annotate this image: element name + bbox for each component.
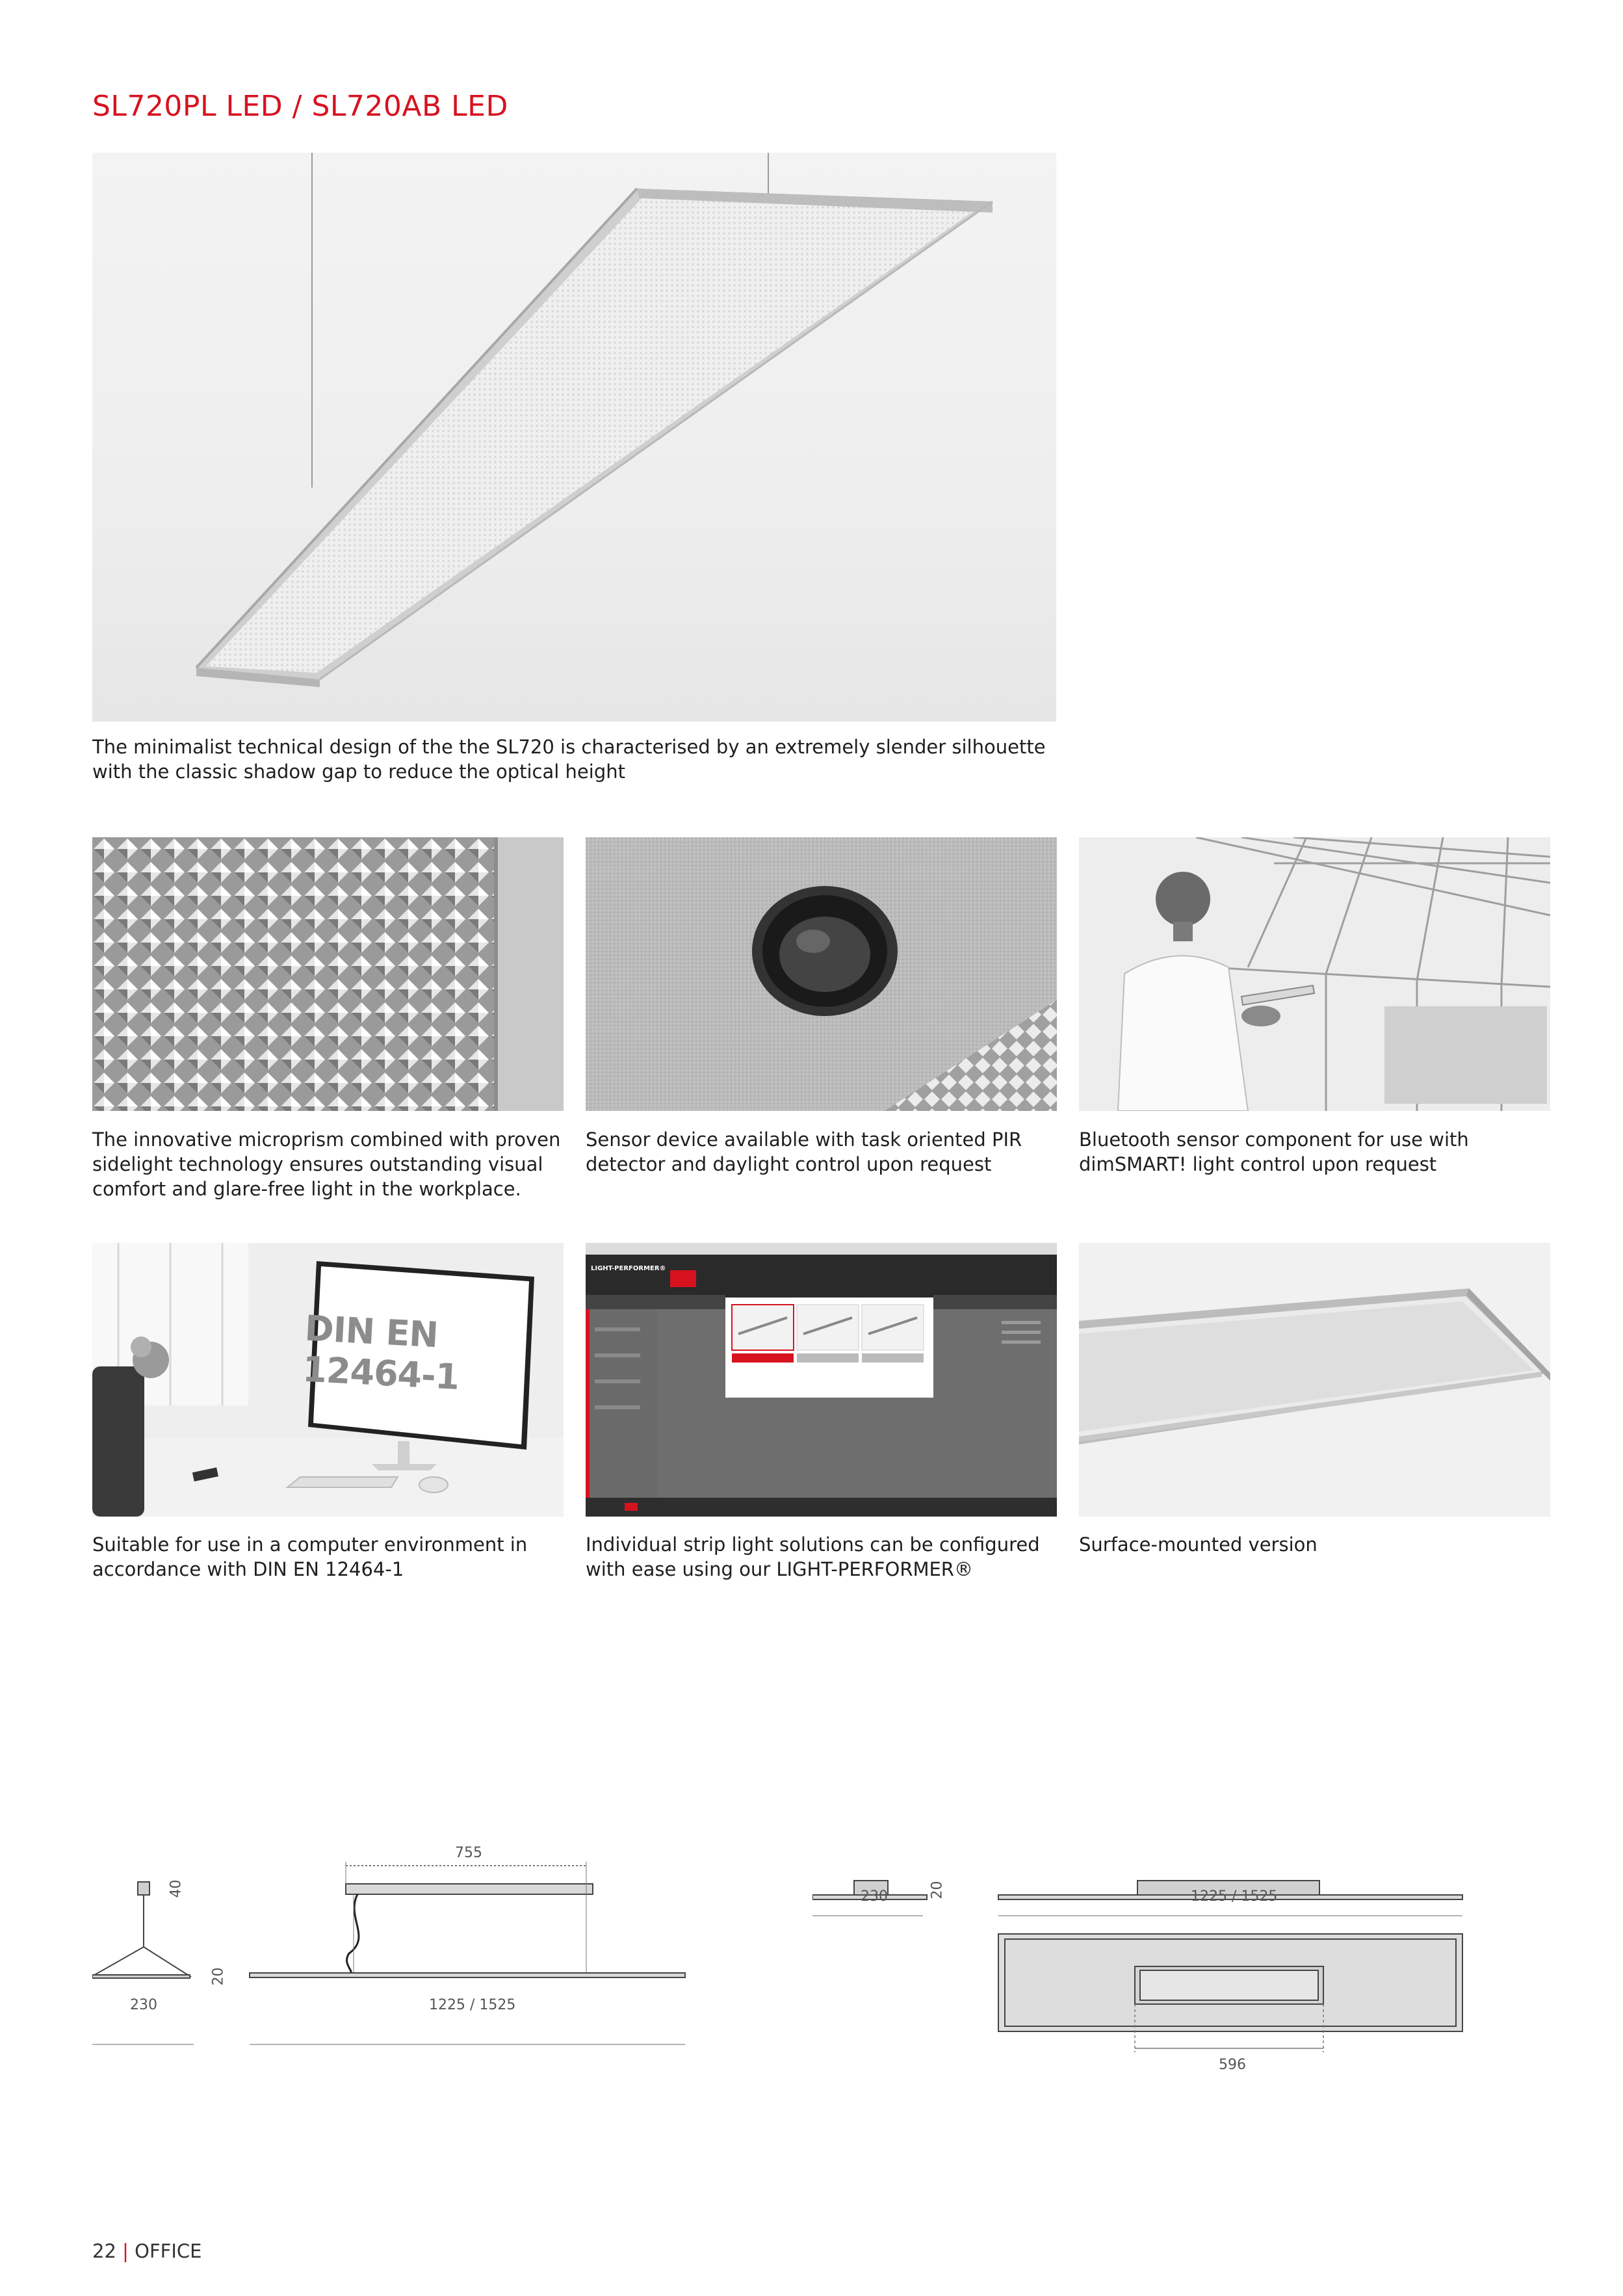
page-title: SL720PL LED / SL720AB LED	[92, 90, 508, 123]
tile-sensor-caption: Sensor device available with task oriented PIR detector and daylight control upon request	[586, 1128, 1022, 1175]
tile-computer-photo	[92, 1243, 564, 1517]
monitor-din-text: DIN EN 12464-1	[301, 1307, 460, 1398]
tile-bluetooth-caption: Bluetooth sensor component for use with dimSMART! light control upon request	[1079, 1128, 1469, 1175]
pendant-technical-drawing	[92, 1840, 697, 2054]
pendant-dim-length: 1225 / 1525	[429, 1997, 516, 2013]
hero-caption: The minimalist technical design of the the SL720 is characterised by an extremely slender silhouette with the classic shadow gap to reduce the optical height	[92, 736, 1046, 783]
tile-bluetooth-photo	[1079, 837, 1550, 1111]
pendant-dim-20: 20	[210, 1967, 227, 1986]
surface-dim-230: 230	[861, 1888, 888, 1905]
hero-luminaire-photo	[92, 153, 1056, 722]
surface-dim-20: 20	[929, 1881, 946, 1899]
footer-separator: |	[122, 2240, 129, 2262]
page-footer	[92, 2240, 201, 2262]
tile-configurator-screenshot	[586, 1243, 1057, 1517]
tile-configurator-caption: Individual strip light solutions can be configured with ease using our LIGHT-PERFORMER®	[586, 1533, 1040, 1580]
pendant-dim-755: 755	[455, 1845, 482, 1861]
tile-surface-photo	[1079, 1243, 1550, 1517]
tile-microprism-photo	[92, 837, 564, 1111]
pendant-dim-230: 230	[130, 1997, 157, 2013]
footer-page-number: 22	[92, 2240, 116, 2262]
tile-microprism-caption: The innovative microprism combined with proven sidelight technology ensures outstanding visual comfort and glare-free light in the workplace.	[92, 1128, 561, 1200]
tile-computer-caption: Suitable for use in a computer environment in accordance with DIN EN 12464-1	[92, 1533, 528, 1580]
surface-dim-596: 596	[1219, 2057, 1246, 2073]
configurator-app-logo: LIGHT-PERFORMER®	[591, 1265, 666, 1272]
footer-section: OFFICE	[135, 2240, 202, 2262]
hero-luminaire-illustration	[92, 153, 1056, 722]
pendant-dim-40: 40	[168, 1879, 185, 1898]
surface-dim-length: 1225 / 1525	[1191, 1888, 1278, 1905]
tile-sensor-photo	[586, 837, 1057, 1111]
tile-surface-caption: Surface-mounted version	[1079, 1533, 1318, 1556]
surface-technical-drawing	[812, 1862, 1475, 2135]
